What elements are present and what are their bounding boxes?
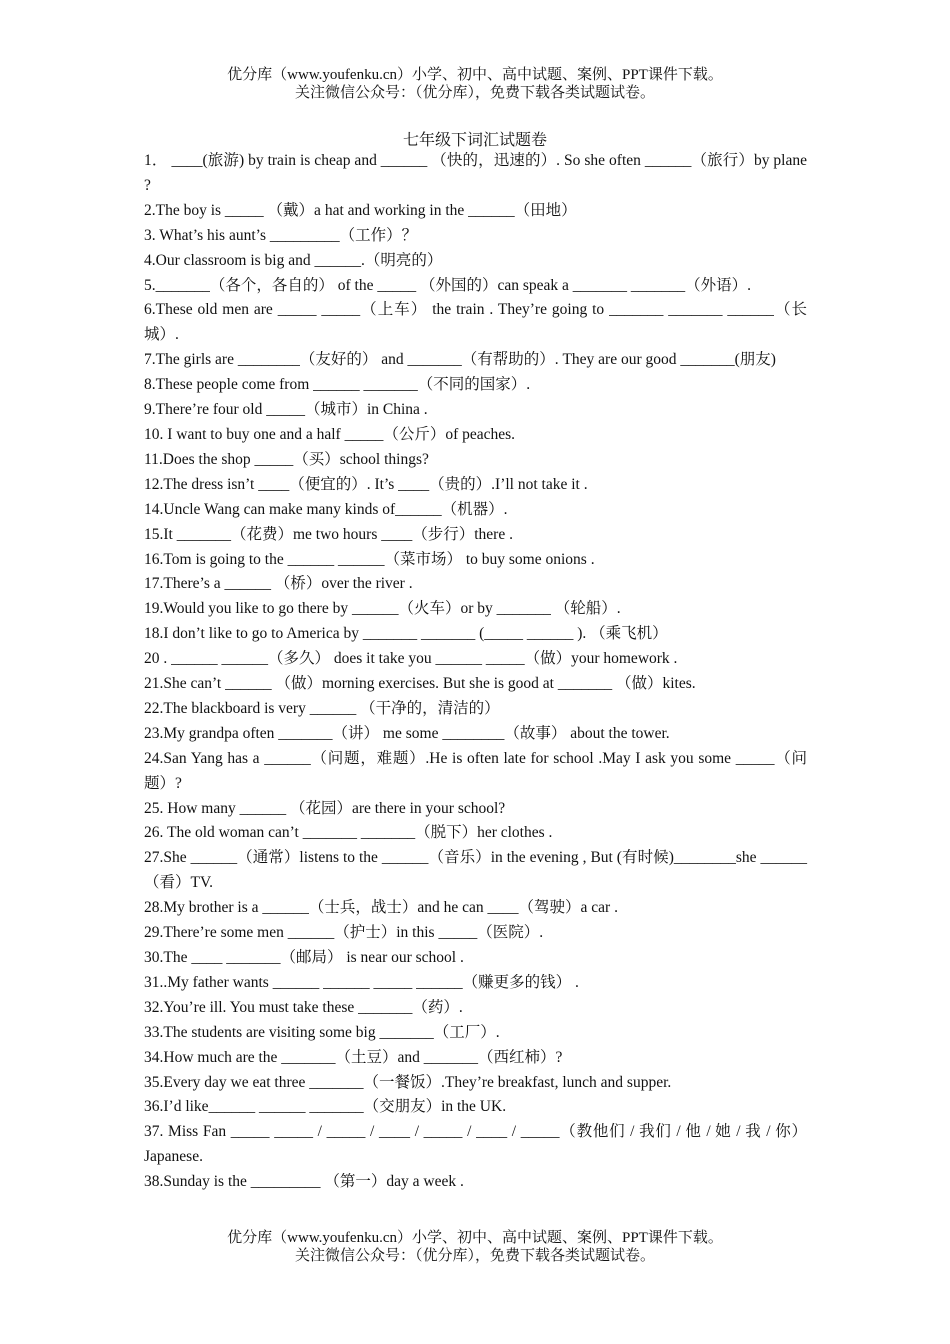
- question-list: [144, 149, 807, 1195]
- question-33: 33.The students are visiting some big _______（工厂）.: [144, 1023, 500, 1041]
- document-title: 七年级下词汇试题卷: [402, 132, 547, 149]
- question-7: 7.The girls are ________（友好的） and _______（有帮助的）. They are our good _______(朋友): [144, 351, 776, 369]
- question-25: 25. How many ______ （花园）are there in your school?: [144, 799, 506, 817]
- question-24: 24.San Yang has a ______（问题，难题）.He is often late for school .May I ask you some _____（问题）?: [144, 749, 807, 792]
- question-29: 29.There’re some men ______（护士）in this _____（医院）.: [144, 924, 544, 942]
- question-3: 3. What’s his aunt’s _________（工作）？: [144, 226, 418, 244]
- question-23: 23.My grandpa often _______（讲） me some ________（故事） about the tower.: [144, 724, 670, 742]
- header-line-2: 关注微信公众号：（优分库），免费下载各类试题试卷。: [294, 85, 655, 101]
- page-header: [0, 66, 950, 102]
- question-20: 20 . ______ ______（多久） does it take you ______ _____（做）your homework .: [144, 650, 678, 668]
- question-16: 16.Tom is going to the ______ ______（菜市场） to buy some onions .: [144, 550, 595, 568]
- question-27: 27.She ______（通常）listens to the ______（音乐）in the evening , But (有时候)________she ______（看）TV.: [144, 849, 807, 892]
- question-30: 30.The ____ _______（邮局） is near our school .: [144, 949, 464, 966]
- question-6: 6.These old men are _____ _____（上车） the train . They’re going to _______ _______ ______（长城）.: [144, 301, 807, 344]
- question-11: 11.Does the shop _____（买）school things?: [144, 450, 429, 468]
- question-22: 22.The blackboard is very ______ （干净的，清洁的）: [144, 699, 500, 717]
- page-footer: [0, 1229, 950, 1265]
- question-32: 32.You’re ill. You must take these _______（药）.: [144, 998, 463, 1016]
- question-18: 18.I don’t like to go to America by _______ _______ (_____ ______ ). （乘飞机）: [144, 625, 668, 643]
- header-line-1: 优分库（www.youfenku.cn）小学、初中、高中试题、案例、PPT课件下载。: [227, 67, 723, 83]
- question-8: 8.These people come from ______ _______（不同的国家）.: [144, 376, 531, 394]
- question-15: 15.It _______（花费）me two hours ____（步行）there .: [144, 525, 513, 543]
- question-5: 5._______（各个，各自的） of the _____ （外国的）can speak a _______ _______（外语）.: [144, 276, 752, 294]
- footer-line-1: 优分库（www.youfenku.cn）小学、初中、高中试题、案例、PPT课件下载。: [227, 1230, 723, 1246]
- question-1: 1． ____(旅游) by train is cheap and ______ （快的，迅速的）. So she often ______（旅行）by plane ?: [144, 152, 807, 194]
- question-37: 37. Miss Fan _____ _____ / _____ / ____ / _____ / ____ / _____（教他们 / 我们 / 他 / 她 / 我 / 你） Japanese.: [144, 1123, 807, 1166]
- question-2: 2.The boy is _____ （戴）a hat and working in the ______（田地）: [144, 201, 577, 219]
- question-21: 21.She can’t ______ （做）morning exercises. But she is good at _______ （做）kites.: [144, 675, 696, 693]
- question-26: 26. The old woman can’t _______ _______（脱下）her clothes .: [144, 824, 553, 842]
- question-35: 35.Every day we eat three _______（一餐饭）.They’re breakfast, lunch and supper.: [144, 1073, 672, 1091]
- question-4: 4.Our classroom is big and ______.（明亮的）: [144, 251, 443, 269]
- question-36: 36.I’d like______ ______ _______（交朋友）in the UK.: [144, 1098, 507, 1116]
- question-19: 19.Would you like to go there by ______（火车）or by _______ （轮船）.: [144, 600, 621, 618]
- question-38: 38.Sunday is the _________ （第一）day a week .: [144, 1173, 464, 1191]
- question-14: 14.Uncle Wang can make many kinds of______（机器）.: [144, 500, 508, 518]
- question-12: 12.The dress isn’t ____（便宜的）. It’s ____（贵的）.I’ll not take it .: [144, 475, 588, 493]
- question-28: 28.My brother is a ______（士兵，战士）and he can ____（驾驶）a car .: [144, 899, 618, 917]
- question-34: 34.How much are the _______（土豆）and _______（西红柿）?: [144, 1048, 563, 1066]
- question-31: 31..My father wants ______ ______ _____ ______（赚更多的钱） .: [144, 973, 579, 991]
- question-17: 17.There’s a ______ （桥）over the river .: [144, 575, 413, 593]
- question-9: 9.There’re four old _____（城市）in China .: [144, 401, 428, 419]
- question-10: 10. I want to buy one and a half _____（公斤）of peaches.: [144, 425, 516, 443]
- footer-line-2: 关注微信公众号：（优分库），免费下载各类试题试卷。: [294, 1248, 655, 1264]
